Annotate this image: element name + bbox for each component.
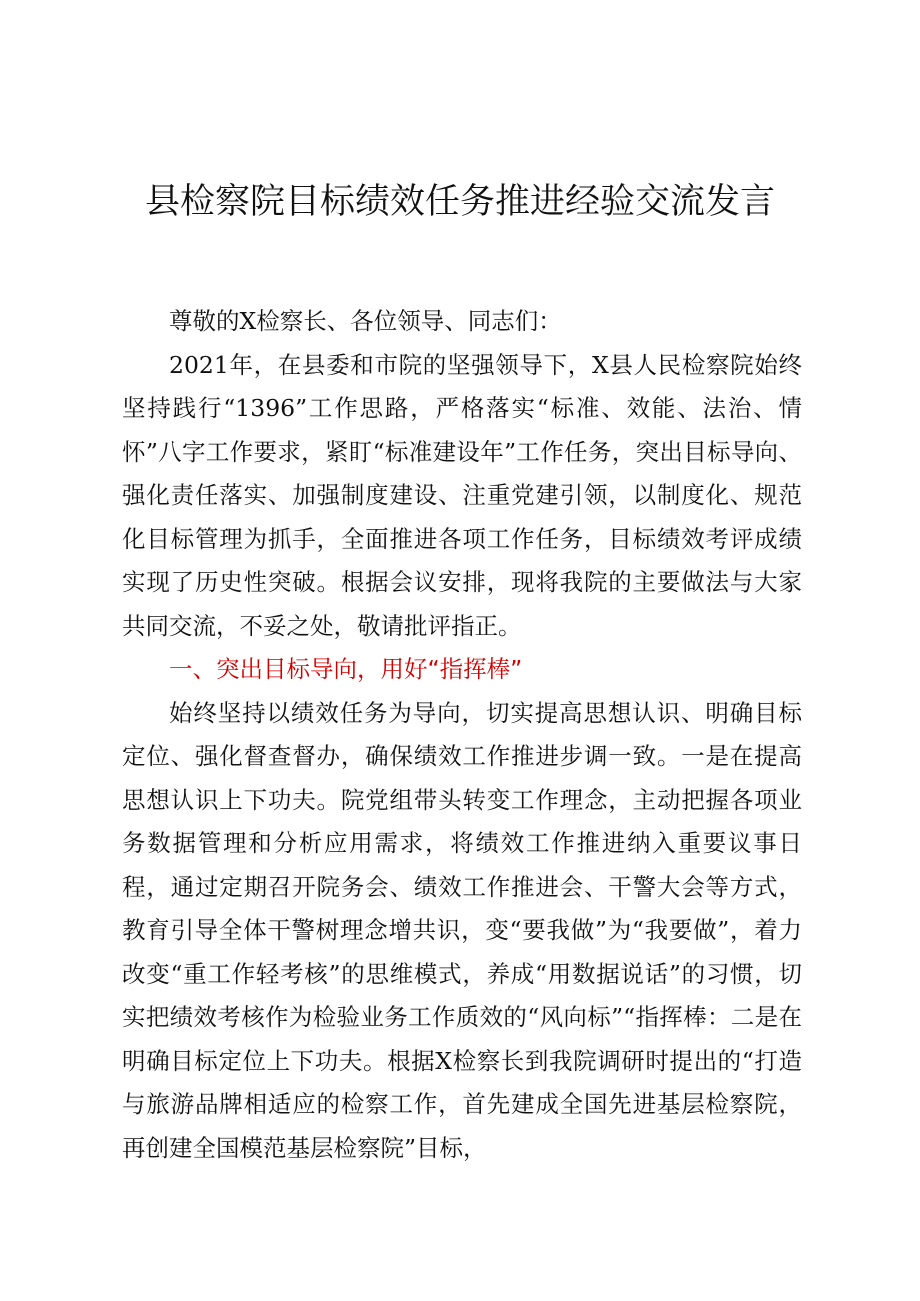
paragraph-intro: 2021年，在县委和市院的坚强领导下，X县人民检察院始终坚持践行“1396”工作思路，严格落实“标准、效能、法治、情怀”八字工作要求，紧盯“标准建设年”工作任务，突出目标导向、强化责任落实、加强制度建设、注重党建引领，以制度化、规范化目标管理为抓手，全面推进各项工作任务，目标绩效考评成绩实现了历史性突破。根据会议安排，现将我院的主要做法与大家共同交流，不妥之处，敬请批评指正。 [122,350,802,640]
paragraph-section-1: 始终坚持以绩效任务为导向，切实提高思想认识、明确目标定位、强化督查督办，确保绩效工作推进步调一致。一是在提高思想认识上下功夫。院党组带头转变工作理念，主动把握各项业务数据管理和分析应用需求，将绩效工作推进纳入重要议事日程，通过定期召开院务会、绩效工作推进会、干警大会等方式，教育引导全体干警树理念增共识，变“要我做”为“我要做”，着力改变“重工作轻考核”的思维模式，养成“用数据说话”的习惯，切实把绩效考核作为检验业务工作质效的“风向标”“指挥棒：二是在明确目标定位上下功夫。根据X检察长到我院调研时提出的“打造与旅游品牌相适应的检察工作，首先建成全国先进基层检察院，再创建全国模范基层检察院”目标， [122,698,802,1162]
document-title: 县检察院目标绩效任务推进经验交流发言 [144,182,775,222]
document-body [122,300,802,1170]
salutation: 尊敬的X检察长、各位领导、同志们： [169,307,562,335]
section-heading-1: 一、突出目标导向，用好“指挥棒” [169,655,523,683]
